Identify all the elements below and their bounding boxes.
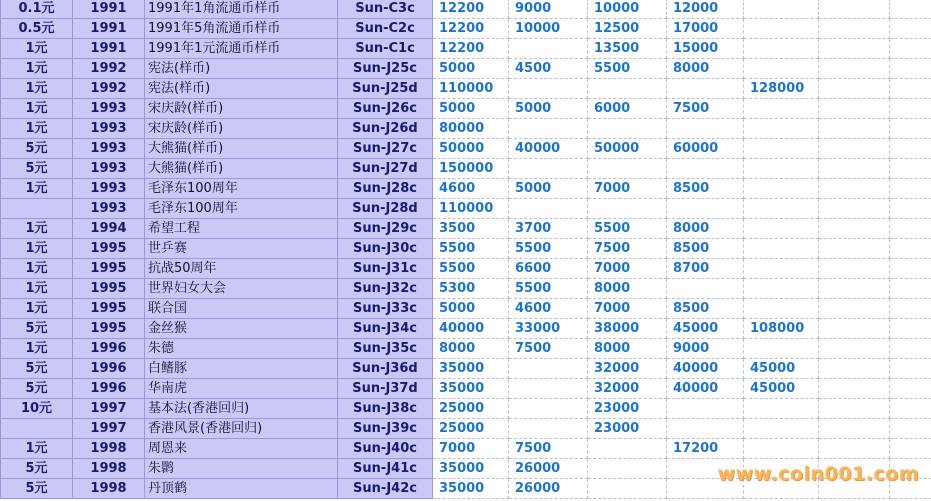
table-row: [1, 99, 931, 119]
price-cell: [819, 79, 890, 99]
catalog-code-cell: Sun-J32c: [338, 279, 433, 299]
year-cell: 1996: [73, 379, 145, 399]
price-cell: 8700: [667, 259, 744, 279]
price-cell: 4600: [433, 179, 509, 199]
watermark: www.coin001.com: [717, 463, 919, 485]
price-cell: 23000: [588, 419, 667, 439]
price-cell: 13500: [588, 39, 667, 59]
price-cell: 40000: [433, 319, 509, 339]
price-cell: [667, 399, 744, 419]
coin-name-cell: 华南虎: [145, 379, 338, 399]
price-cell: 17000: [667, 19, 744, 39]
coin-name-cell: 1991年1角流通币样币: [145, 0, 338, 19]
price-cell: 7500: [509, 439, 588, 459]
empty-cell: [890, 0, 931, 19]
year-cell: 1997: [73, 399, 145, 419]
price-cell: [819, 199, 890, 219]
table-row: [1, 379, 931, 399]
price-cell: 7500: [667, 99, 744, 119]
price-cell: [744, 19, 819, 39]
price-cell: 45000: [744, 379, 819, 399]
price-cell: [667, 419, 744, 439]
catalog-code-cell: Sun-J27d: [338, 159, 433, 179]
empty-cell: [890, 159, 931, 179]
price-cell: 23000: [588, 399, 667, 419]
denomination-cell: 5元: [1, 379, 73, 399]
denomination-cell: 1元: [1, 119, 73, 139]
price-cell: 5000: [509, 99, 588, 119]
empty-cell: [890, 19, 931, 39]
catalog-code-cell: Sun-J25d: [338, 79, 433, 99]
price-cell: 7000: [588, 179, 667, 199]
price-cell: 10000: [509, 19, 588, 39]
price-cell: [819, 139, 890, 159]
price-cell: 10000: [588, 0, 667, 19]
price-cell: [667, 159, 744, 179]
price-cell: 80000: [433, 119, 509, 139]
empty-cell: [890, 79, 931, 99]
catalog-code-cell: Sun-C3c: [338, 0, 433, 19]
empty-cell: [890, 199, 931, 219]
table-row: [1, 19, 931, 39]
coin-name-cell: 香港风景(香港回归): [145, 419, 338, 439]
price-cell: [744, 299, 819, 319]
price-cell: [744, 179, 819, 199]
denomination-cell: 5元: [1, 159, 73, 179]
price-cell: 38000: [588, 319, 667, 339]
price-cell: [819, 359, 890, 379]
price-cell: 3700: [509, 219, 588, 239]
price-cell: 5500: [433, 239, 509, 259]
price-cell: [744, 279, 819, 299]
price-cell: 32000: [588, 359, 667, 379]
price-cell: 110000: [433, 79, 509, 99]
price-cell: 8000: [667, 219, 744, 239]
empty-cell: [890, 99, 931, 119]
denomination-cell: 0.1元: [1, 0, 73, 19]
price-cell: 108000: [744, 319, 819, 339]
price-cell: [588, 199, 667, 219]
catalog-code-cell: Sun-J33c: [338, 299, 433, 319]
table-row: [1, 139, 931, 159]
price-cell: 8500: [667, 179, 744, 199]
price-cell: 35000: [433, 379, 509, 399]
coin-name-cell: 宪法(样币): [145, 59, 338, 79]
denomination-cell: 1元: [1, 219, 73, 239]
price-cell: [744, 219, 819, 239]
table-row: [1, 0, 931, 19]
price-cell: [509, 199, 588, 219]
year-cell: 1995: [73, 319, 145, 339]
denomination-cell: 1元: [1, 99, 73, 119]
price-cell: [819, 239, 890, 259]
catalog-code-cell: Sun-J37d: [338, 379, 433, 399]
price-cell: 7500: [509, 339, 588, 359]
price-cell: [509, 419, 588, 439]
empty-cell: [890, 379, 931, 399]
price-cell: [819, 439, 890, 459]
coin-name-cell: 朱德: [145, 339, 338, 359]
catalog-code-cell: Sun-J40c: [338, 439, 433, 459]
empty-cell: [890, 119, 931, 139]
table-row: [1, 279, 931, 299]
denomination-cell: 0.5元: [1, 19, 73, 39]
price-cell: 9000: [509, 0, 588, 19]
price-cell: 5000: [433, 99, 509, 119]
year-cell: 1994: [73, 219, 145, 239]
price-cell: [744, 159, 819, 179]
price-cell: [819, 319, 890, 339]
price-cell: [744, 59, 819, 79]
price-cell: 8000: [588, 339, 667, 359]
price-cell: 7000: [433, 439, 509, 459]
year-cell: 1991: [73, 19, 145, 39]
price-cell: 5300: [433, 279, 509, 299]
price-cell: [667, 79, 744, 99]
coin-name-cell: 大熊猫(样币): [145, 139, 338, 159]
denomination-cell: 1元: [1, 39, 73, 59]
denomination-cell: 1元: [1, 439, 73, 459]
price-cell: 8500: [667, 299, 744, 319]
catalog-code-cell: Sun-J25c: [338, 59, 433, 79]
price-cell: [819, 179, 890, 199]
denomination-cell: [1, 419, 73, 439]
year-cell: 1998: [73, 459, 145, 479]
price-cell: 60000: [667, 139, 744, 159]
price-cell: [819, 259, 890, 279]
price-cell: 6000: [588, 99, 667, 119]
price-cell: 32000: [588, 379, 667, 399]
price-cell: 40000: [667, 359, 744, 379]
price-cell: 5500: [588, 219, 667, 239]
price-cell: [588, 159, 667, 179]
coin-name-cell: 宋庆龄(样币): [145, 99, 338, 119]
price-cell: 15000: [667, 39, 744, 59]
empty-cell: [890, 339, 931, 359]
coin-name-cell: 希望工程: [145, 219, 338, 239]
denomination-cell: 1元: [1, 339, 73, 359]
price-cell: [744, 439, 819, 459]
price-cell: [509, 379, 588, 399]
price-cell: [819, 19, 890, 39]
price-cell: 8000: [667, 59, 744, 79]
price-cell: [509, 159, 588, 179]
denomination-cell: 1元: [1, 79, 73, 99]
year-cell: 1996: [73, 359, 145, 379]
price-cell: 5000: [433, 299, 509, 319]
price-cell: 8000: [588, 279, 667, 299]
catalog-code-cell: Sun-J26d: [338, 119, 433, 139]
year-cell: 1998: [73, 479, 145, 499]
denomination-cell: 5元: [1, 319, 73, 339]
coin-name-cell: 1991年5角流通币样币: [145, 19, 338, 39]
price-cell: 110000: [433, 199, 509, 219]
catalog-code-cell: Sun-J34c: [338, 319, 433, 339]
year-cell: 1993: [73, 119, 145, 139]
denomination-cell: 1元: [1, 59, 73, 79]
price-cell: [819, 39, 890, 59]
price-cell: 35000: [433, 479, 509, 499]
year-cell: 1993: [73, 139, 145, 159]
price-cell: 25000: [433, 399, 509, 419]
price-cell: [509, 79, 588, 99]
table-row: [1, 159, 931, 179]
price-cell: 35000: [433, 359, 509, 379]
catalog-code-cell: Sun-J38c: [338, 399, 433, 419]
price-cell: 150000: [433, 159, 509, 179]
coin-name-cell: 丹顶鹤: [145, 479, 338, 499]
table-row: [1, 359, 931, 379]
price-cell: [819, 399, 890, 419]
price-cell: [744, 0, 819, 19]
price-cell: 35000: [433, 459, 509, 479]
price-cell: [819, 99, 890, 119]
empty-cell: [890, 259, 931, 279]
year-cell: 1998: [73, 439, 145, 459]
table-row: [1, 39, 931, 59]
price-cell: 5000: [433, 59, 509, 79]
year-cell: 1993: [73, 159, 145, 179]
price-cell: [588, 439, 667, 459]
price-cell: 4500: [509, 59, 588, 79]
year-cell: 1996: [73, 339, 145, 359]
catalog-code-cell: Sun-C1c: [338, 39, 433, 59]
price-cell: 3500: [433, 219, 509, 239]
price-cell: 5500: [509, 279, 588, 299]
year-cell: 1995: [73, 299, 145, 319]
price-cell: 6600: [509, 259, 588, 279]
denomination-cell: 5元: [1, 359, 73, 379]
denomination-cell: 1元: [1, 299, 73, 319]
price-cell: [667, 279, 744, 299]
table-row: [1, 239, 931, 259]
catalog-code-cell: Sun-J42c: [338, 479, 433, 499]
price-cell: 5000: [509, 179, 588, 199]
price-cell: 25000: [433, 419, 509, 439]
catalog-code-cell: Sun-J39c: [338, 419, 433, 439]
year-cell: 1993: [73, 199, 145, 219]
price-cell: [819, 159, 890, 179]
year-cell: 1991: [73, 39, 145, 59]
empty-cell: [890, 299, 931, 319]
year-cell: 1992: [73, 59, 145, 79]
denomination-cell: 5元: [1, 139, 73, 159]
denomination-cell: 1元: [1, 179, 73, 199]
price-cell: 12000: [667, 0, 744, 19]
catalog-code-cell: Sun-J36d: [338, 359, 433, 379]
year-cell: 1991: [73, 0, 145, 19]
coin-name-cell: 基本法(香港回归): [145, 399, 338, 419]
price-cell: [819, 219, 890, 239]
year-cell: 1997: [73, 419, 145, 439]
catalog-code-cell: Sun-J27c: [338, 139, 433, 159]
empty-cell: [890, 439, 931, 459]
table-row: [1, 219, 931, 239]
coin-name-cell: 世界妇女大会: [145, 279, 338, 299]
table-row: [1, 79, 931, 99]
price-cell: 26000: [509, 459, 588, 479]
price-cell: 33000: [509, 319, 588, 339]
denomination-cell: 1元: [1, 259, 73, 279]
empty-cell: [890, 319, 931, 339]
price-cell: 12200: [433, 39, 509, 59]
catalog-code-cell: Sun-C2c: [338, 19, 433, 39]
year-cell: 1993: [73, 179, 145, 199]
price-cell: 8500: [667, 239, 744, 259]
denomination-cell: 1元: [1, 279, 73, 299]
table-body: [1, 0, 931, 499]
table-row: [1, 419, 931, 439]
price-cell: [667, 199, 744, 219]
year-cell: 1992: [73, 79, 145, 99]
price-cell: 5500: [509, 239, 588, 259]
table-row: [1, 259, 931, 279]
table-row: [1, 399, 931, 419]
price-cell: [819, 119, 890, 139]
price-cell: [819, 59, 890, 79]
table-row: [1, 59, 931, 79]
price-cell: [744, 119, 819, 139]
price-cell: [744, 419, 819, 439]
catalog-code-cell: Sun-J30c: [338, 239, 433, 259]
price-cell: [819, 379, 890, 399]
empty-cell: [890, 139, 931, 159]
table-row: [1, 339, 931, 359]
price-cell: 7000: [588, 259, 667, 279]
price-cell: [588, 479, 667, 499]
year-cell: 1995: [73, 279, 145, 299]
coin-name-cell: 周恩来: [145, 439, 338, 459]
price-cell: [744, 239, 819, 259]
price-cell: [744, 39, 819, 59]
year-cell: 1995: [73, 239, 145, 259]
catalog-code-cell: Sun-J26c: [338, 99, 433, 119]
empty-cell: [890, 219, 931, 239]
empty-cell: [890, 359, 931, 379]
catalog-code-cell: Sun-J41c: [338, 459, 433, 479]
empty-cell: [890, 399, 931, 419]
coin-name-cell: 白鳍豚: [145, 359, 338, 379]
year-cell: 1993: [73, 99, 145, 119]
denomination-cell: 5元: [1, 479, 73, 499]
catalog-code-cell: Sun-J28c: [338, 179, 433, 199]
price-cell: 17200: [667, 439, 744, 459]
empty-cell: [890, 179, 931, 199]
denomination-cell: 10元: [1, 399, 73, 419]
denomination-cell: 5元: [1, 459, 73, 479]
denomination-cell: [1, 199, 73, 219]
price-cell: [744, 259, 819, 279]
price-cell: [819, 299, 890, 319]
price-cell: 7000: [588, 299, 667, 319]
price-cell: 50000: [433, 139, 509, 159]
table-row: [1, 119, 931, 139]
price-cell: 5500: [433, 259, 509, 279]
price-cell: 12200: [433, 0, 509, 19]
table-row: [1, 439, 931, 459]
price-cell: [509, 39, 588, 59]
price-cell: 50000: [588, 139, 667, 159]
empty-cell: [890, 239, 931, 259]
price-cell: [667, 119, 744, 139]
catalog-code-cell: Sun-J28d: [338, 199, 433, 219]
coin-name-cell: 世乒赛: [145, 239, 338, 259]
table-row: [1, 179, 931, 199]
price-cell: 12500: [588, 19, 667, 39]
coin-name-cell: 宋庆龄(样币): [145, 119, 338, 139]
price-cell: 45000: [667, 319, 744, 339]
price-cell: 40000: [509, 139, 588, 159]
price-cell: 128000: [744, 79, 819, 99]
coin-name-cell: 毛泽东100周年: [145, 199, 338, 219]
price-cell: [744, 139, 819, 159]
coin-name-cell: 联合国: [145, 299, 338, 319]
price-cell: 9000: [667, 339, 744, 359]
price-cell: [509, 359, 588, 379]
price-cell: [744, 99, 819, 119]
price-cell: [588, 79, 667, 99]
price-cell: 45000: [744, 359, 819, 379]
price-cell: 40000: [667, 379, 744, 399]
empty-cell: [890, 59, 931, 79]
catalog-code-cell: Sun-J29c: [338, 219, 433, 239]
empty-cell: [890, 419, 931, 439]
price-cell: 5500: [588, 59, 667, 79]
price-cell: [509, 119, 588, 139]
coin-name-cell: 金丝猴: [145, 319, 338, 339]
coin-name-cell: 抗战50周年: [145, 259, 338, 279]
price-cell: [744, 339, 819, 359]
price-cell: [588, 119, 667, 139]
price-cell: 12200: [433, 19, 509, 39]
coin-name-cell: 毛泽东100周年: [145, 179, 338, 199]
price-cell: 26000: [509, 479, 588, 499]
empty-cell: [890, 279, 931, 299]
coin-name-cell: 朱鹮: [145, 459, 338, 479]
price-cell: [819, 279, 890, 299]
price-cell: [819, 0, 890, 19]
catalog-code-cell: Sun-J35c: [338, 339, 433, 359]
coin-name-cell: 1991年1元流通币样币: [145, 39, 338, 59]
table-row: [1, 199, 931, 219]
price-cell: [819, 339, 890, 359]
empty-cell: [890, 39, 931, 59]
price-cell: [744, 199, 819, 219]
table-row: [1, 299, 931, 319]
price-cell: [744, 399, 819, 419]
coin-name-cell: 大熊猫(样币): [145, 159, 338, 179]
coin-name-cell: 宪法(样币): [145, 79, 338, 99]
catalog-code-cell: Sun-J31c: [338, 259, 433, 279]
price-cell: 4600: [509, 299, 588, 319]
denomination-cell: 1元: [1, 239, 73, 259]
price-cell: [588, 459, 667, 479]
price-cell: 8000: [433, 339, 509, 359]
table-row: [1, 319, 931, 339]
price-cell: [819, 419, 890, 439]
year-cell: 1995: [73, 259, 145, 279]
price-cell: 7500: [588, 239, 667, 259]
price-cell: [509, 399, 588, 419]
